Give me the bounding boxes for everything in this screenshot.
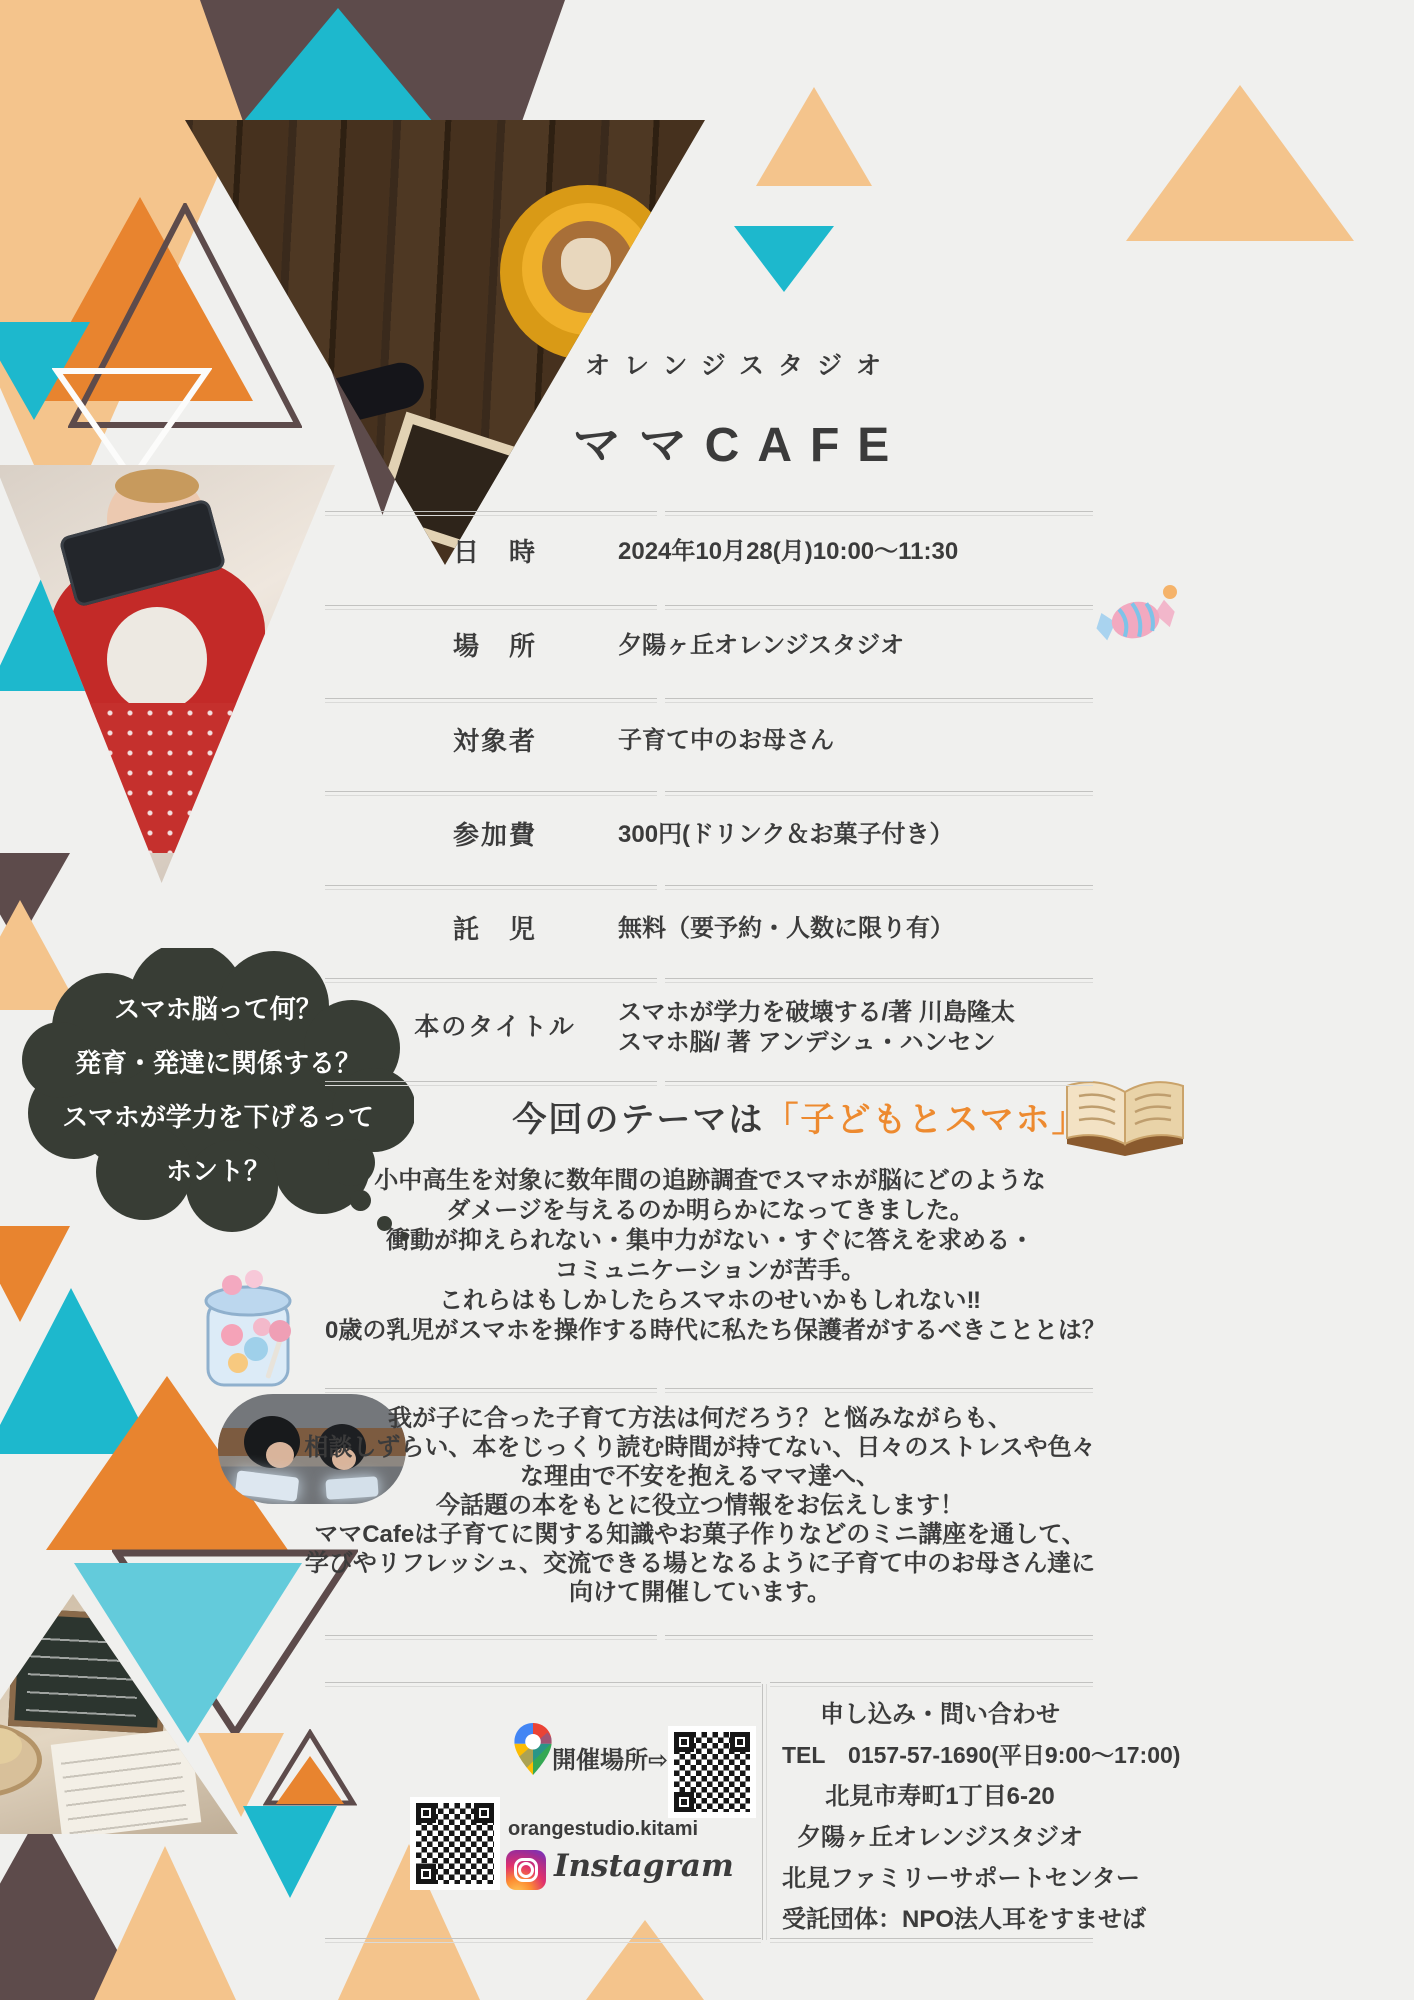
footer-top-divider xyxy=(325,1682,761,1687)
bubble-line: スマホが学力を下げるって xyxy=(62,1102,374,1132)
info-value-book-1: スマホが学力を破壊する/著 川島隆太 xyxy=(618,999,1015,1026)
paragraph-line: 学びやリフレッシュ、交流できる場となるように子育て中のお母さん達に xyxy=(304,1550,1096,1577)
info-value-childcare: 無料（要予約・人数に限り有） xyxy=(618,915,954,942)
footer-bottom-divider xyxy=(325,1938,761,1943)
divider xyxy=(325,885,657,890)
baby-bib xyxy=(107,607,207,712)
paragraph-line: 衝動が抑えられない・集中力がない・すぐに答えを求める・ xyxy=(386,1227,1034,1254)
paragraph-line: 我が子に合った子育て方法は何だろう？と悩みながらも、 xyxy=(388,1405,1012,1432)
info-label-childcare: 託 児 xyxy=(452,914,537,944)
paragraph-line: 相談しずらい、本をじっくり読む時間が持てない、日々のストレスや色々 xyxy=(304,1434,1096,1461)
baby-hair xyxy=(115,469,199,503)
paragraph-line: ダメージを与えるのか明らかになってきました。 xyxy=(446,1197,974,1224)
kid1-face xyxy=(266,1442,294,1468)
paragraph-line: な理由で不安を抱えるママ達へ、 xyxy=(520,1463,880,1490)
contact-phone: TEL 0157-57-1690(平日9:00〜17:00) xyxy=(782,1742,1181,1768)
info-value-fee: 300円(ドリンク＆お菓子付き） xyxy=(618,821,954,848)
instagram-label: Instagram xyxy=(554,1848,734,1884)
studio-label: オレンジスタジオ xyxy=(584,352,895,380)
info-label-books: 本のタイトル xyxy=(414,1013,576,1041)
google-maps-pin-icon xyxy=(512,1722,554,1776)
divider xyxy=(325,511,657,516)
info-value-place: 夕陽ヶ丘オレンジスタジオ xyxy=(618,632,905,659)
footer-top-divider xyxy=(770,1682,1093,1687)
divider xyxy=(325,978,657,983)
divider xyxy=(325,1081,657,1086)
info-label-target: 対象者 xyxy=(452,726,537,756)
decor-triangle-peach-up-topright xyxy=(756,87,872,186)
instagram-icon xyxy=(506,1850,546,1890)
divider xyxy=(325,1388,657,1393)
page-title: ママCAFE xyxy=(572,419,908,472)
bubble-line: 発育・発達に関係する？ xyxy=(74,1048,361,1078)
divider xyxy=(665,605,1093,610)
contact-org: 受託団体：NPO法人耳をすませば xyxy=(782,1906,1147,1933)
instagram-qr-code xyxy=(410,1797,500,1890)
divider xyxy=(665,1081,1093,1086)
divider xyxy=(665,791,1093,796)
bubble-line: スマホ脳って何？ xyxy=(114,994,322,1024)
decor-triangle-peach-up-corner xyxy=(94,1846,236,2000)
bubble-line: ホント？ xyxy=(165,1156,270,1186)
venue-qr-code xyxy=(668,1726,756,1818)
candy-icon xyxy=(1090,578,1182,660)
divider xyxy=(325,791,657,796)
intro-paragraph xyxy=(325,1166,1106,1346)
info-label-datetime: 日 時 xyxy=(452,537,537,567)
decor-triangle-teal-down-bottom2 xyxy=(243,1806,337,1898)
contact-center: 北見ファミリーサポートセンター xyxy=(782,1865,1140,1892)
info-value-book-2: スマホ脳/ 著 アンデシュ・ハンセン xyxy=(618,1029,996,1056)
decor-triangle-teal-down-topright xyxy=(734,226,834,292)
info-value-datetime: 2024年10月28(月)10:00〜11:30 xyxy=(618,538,959,565)
paragraph-line: 今話題の本をもとに役立つ情報をお伝えします！ xyxy=(436,1492,964,1519)
latte-heart xyxy=(561,238,611,290)
footer-vertical-divider xyxy=(762,1684,767,1940)
paragraph-line: ママCafeは子育てに関する知識やお菓子作りなどのミニ講座を通して、 xyxy=(314,1521,1086,1548)
menu-paper xyxy=(51,1728,202,1834)
theme-prefix: 今回のテーマは xyxy=(512,1101,765,1139)
paragraph-line: これらはもしかしたらスマホのせいかもしれない‼ xyxy=(438,1287,981,1314)
paragraph-line: 0歳の乳児がスマホを操作する時代に私たち保護者がするべきこととは？ xyxy=(325,1317,1106,1344)
divider xyxy=(325,1635,657,1640)
divider xyxy=(665,885,1093,890)
contact-address: 北見市寿町1丁目6-20 xyxy=(825,1783,1055,1810)
divider xyxy=(665,511,1093,516)
info-value-target: 子育て中のお母さん xyxy=(618,727,834,754)
decor-triangle-peach-bottom-center xyxy=(586,1920,704,2000)
paragraph-line: 小中高生を対象に数年間の追跡調査でスマホが脳にどのような xyxy=(374,1167,1046,1194)
divider xyxy=(325,605,657,610)
divider xyxy=(665,698,1093,703)
instagram-handle: orangestudio.kitami xyxy=(508,1818,699,1840)
contact-heading: 申し込み・問い合わせ xyxy=(820,1701,1060,1728)
about-paragraph xyxy=(300,1404,1100,1607)
baby-pants xyxy=(20,703,275,853)
contact-block xyxy=(782,1694,1181,1940)
divider xyxy=(665,1635,1093,1640)
info-label-place: 場 所 xyxy=(452,631,537,661)
paragraph-line: 向けて開催しています。 xyxy=(568,1579,832,1606)
divider xyxy=(665,978,1093,983)
theme-heading xyxy=(420,1092,1180,1141)
contact-venue: 夕陽ヶ丘オレンジスタジオ xyxy=(796,1824,1084,1851)
divider xyxy=(325,698,657,703)
info-label-fee: 参加費 xyxy=(452,820,537,850)
paragraph-line: コミュニケーションが苦手。 xyxy=(554,1257,866,1284)
venue-label: 開催場所⇨ xyxy=(552,1747,669,1774)
theme-highlight: 「子どもとスマホ」 xyxy=(764,1101,1088,1139)
candy-jar-icon xyxy=(188,1265,313,1393)
divider xyxy=(665,1388,1093,1393)
decor-triangle-peach-farright xyxy=(1126,85,1354,241)
